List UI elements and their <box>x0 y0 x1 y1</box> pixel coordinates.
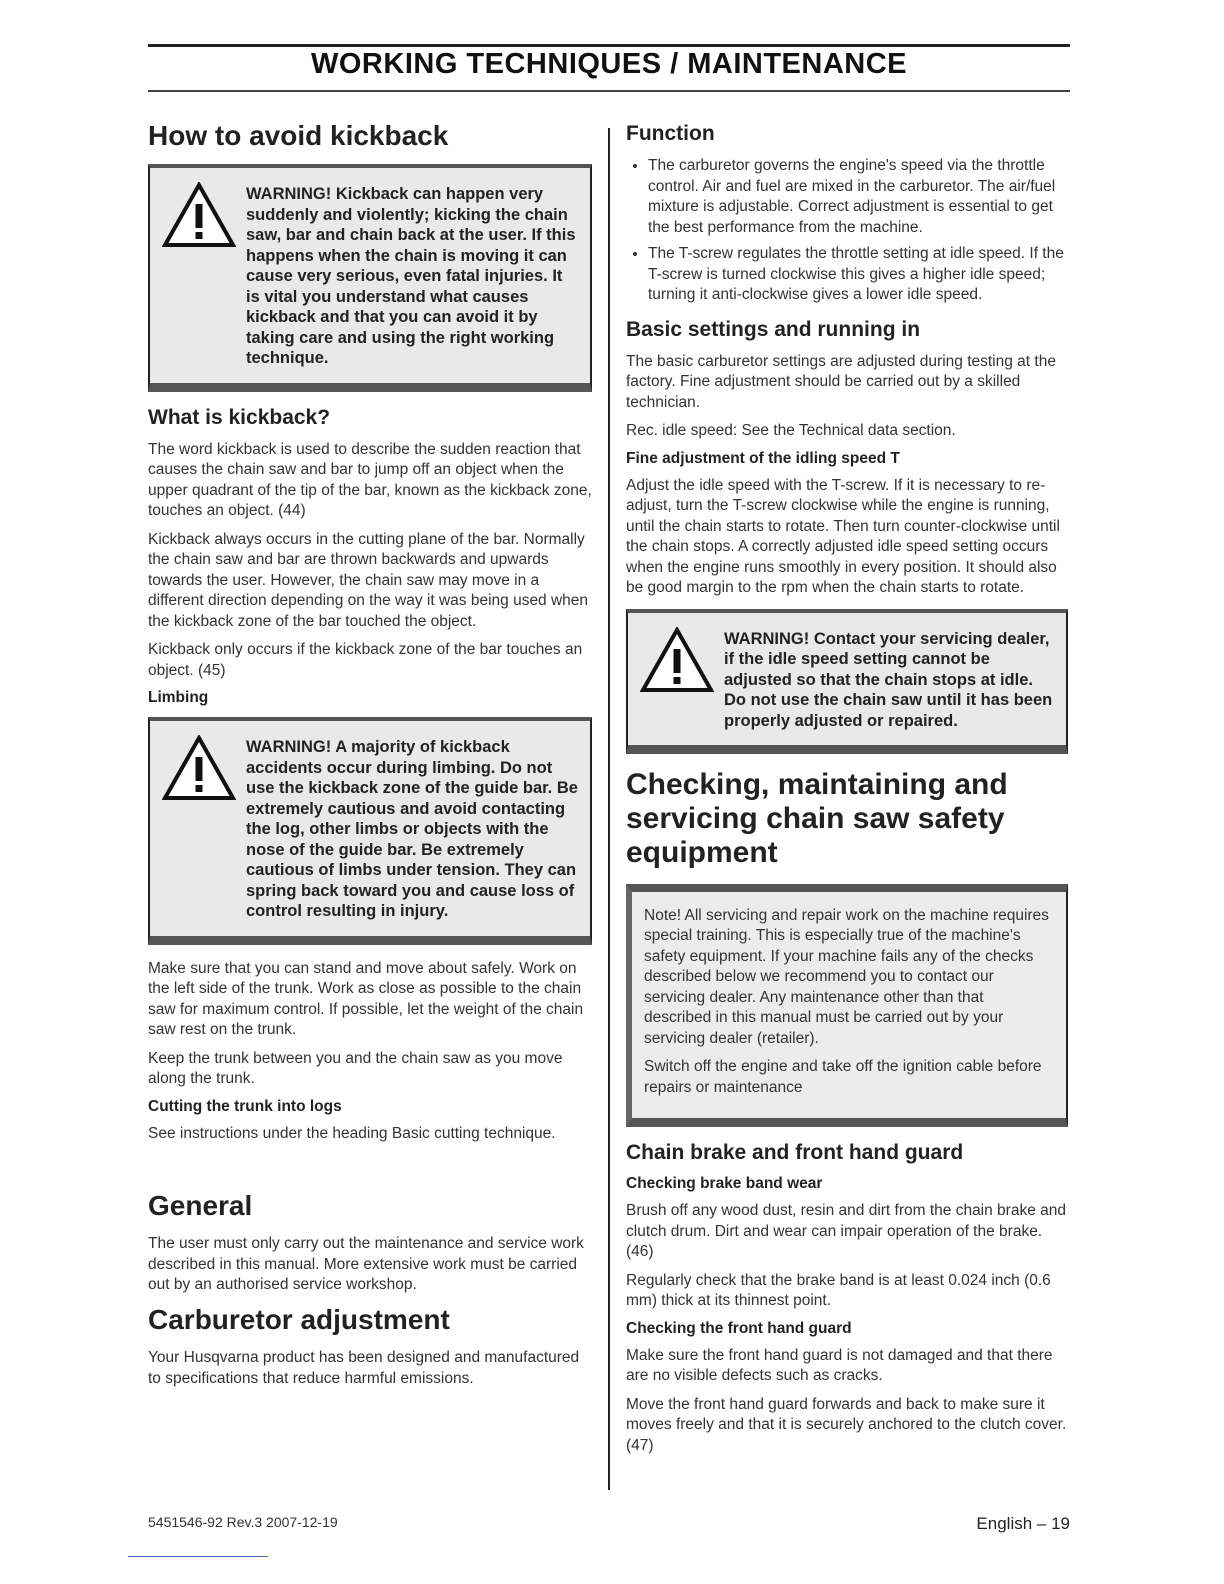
brake-band-paragraph-1: Brush off any wood dust, resin and dirt from the chain brake and clutch drum. Dirt and wear can impair operation of the brake. (46) <box>626 1202 1066 1261</box>
right-column <box>626 112 1068 1464</box>
what-is-kickback-heading: What is kickback? <box>148 405 331 429</box>
warning-text-limbing: WARNING! A majority of kickback accidents occur during limbing. Do not use the kickback zone of the guide bar. Be extremely cautious and avoid contacting the log, other limbs or objects with the nose of the guide bar. Be extremely cautious of limbs under tension. They can spring back toward you and cause loss of control resulting in injury. <box>246 738 578 921</box>
bottom-link-line <box>128 1556 268 1557</box>
general-paragraph: The user must only carry out the maintenance and service work described in this manual. More extensive work must be carried out by an authorised service workshop. <box>148 1235 584 1294</box>
kickback-heading: How to avoid kickback <box>148 120 449 151</box>
cutting-logs-heading: Cutting the trunk into logs <box>148 1097 342 1115</box>
warning-box-idle <box>626 609 1068 755</box>
what-paragraph-1: The word kickback is used to describe the sudden reaction that causes the chain saw and bar to jump off an object when the upper quadrant of the tip of the bar, known as the kickback zone, touches an object. (44) <box>148 440 592 520</box>
page-header-title: WORKING TECHNIQUES / MAINTENANCE <box>311 48 907 80</box>
hand-guard-paragraph-2: Move the front hand guard forwards and back to make sure it moves freely and that it is securely anchored to the clutch cover. (47) <box>626 1395 1067 1454</box>
note-paragraph-1: Note! All servicing and repair work on the machine requires special training. This is especially true of the machine's safety equipment. If your machine fails any of the checks described below we recommend you to contact our servicing dealer. Any maintenance other than that described in this manual must be carried out by your servicing dealer (retailer). <box>644 906 1049 1047</box>
header-rule-bottom <box>148 90 1070 92</box>
basic-settings-heading: Basic settings and running in <box>626 317 921 341</box>
note-paragraph-2: Switch off the engine and take off the ignition cable before repairs or maintenance <box>644 1058 1042 1096</box>
what-paragraph-2: Kickback always occurs in the cutting plane of the bar. Normally the chain saw and bar are thrown backwards and upwards towards the user. However, the chain saw may move in a different direction depending on the way it was being used when the kickback zone of the bar touched the object. <box>148 530 589 630</box>
warning-text-idle: WARNING! Contact your servicing dealer, if the idle speed setting cannot be adjusted so that the chain stops at idle. Do not use the chain saw until it has been properly adjusted or repaired. <box>724 629 1053 730</box>
function-item-1: • The carburetor governs the engine's speed via the throttle control. Air and fuel are mixed in the carburetor. The air/fuel mixture is adjustable. Correct adjustment is essential to get the best performance from the machine. <box>648 156 1068 238</box>
brake-band-paragraph-2: Regularly check that the brake band is at least 0.024 inch (0.6 mm) thick at its thinnest point. <box>626 1271 1051 1310</box>
column-divider <box>608 128 610 1490</box>
warning-triangle-icon <box>162 735 236 801</box>
limbing-paragraph-1: Make sure that you can stand and move about safely. Work on the left side of the trunk. Work as close as possible to the chain saw for maximum control. If possible, let the weight of the chain saw rest on the trunk. <box>148 959 584 1039</box>
warning-box-limbing <box>148 717 592 945</box>
carburetor-paragraph: Your Husqvarna product has been designed and manufactured to specifications that reduce harmful emissions. <box>148 1349 580 1387</box>
basic-paragraph-2: Rec. idle speed: See the Technical data section. <box>626 422 956 439</box>
function-list <box>626 156 1068 306</box>
footer-doc-id: 5451546-92 Rev.3 2007-12-19 <box>148 1514 338 1530</box>
function-heading: Function <box>626 122 715 145</box>
hand-guard-heading: Checking the front hand guard <box>626 1319 852 1337</box>
warning-text-kickback: WARNING! Kickback can happen very suddenly and violently; kicking the chain saw, bar and chain back at the user. If this happens when the chain is moving it can cause very serious, even fatal injuries. It is vital you understand what causes kickback and that you can avoid it by taking care and using the right working technique. <box>246 185 576 368</box>
fine-adjustment-heading: Fine adjustment of the idling speed T <box>626 449 900 467</box>
cutting-logs-paragraph: See instructions under the heading Basic cutting technique. <box>148 1124 556 1142</box>
hand-guard-paragraph-1: Make sure the front hand guard is not damaged and that there are no visible defects such as cracks. <box>626 1346 1053 1385</box>
general-heading: General <box>148 1190 253 1222</box>
left-column <box>148 112 592 1397</box>
what-paragraph-3: Kickback only occurs if the kickback zone of the bar touches an object. (45) <box>148 641 583 679</box>
warning-triangle-icon <box>640 627 714 693</box>
chain-brake-heading: Chain brake and front hand guard <box>626 1141 964 1165</box>
warning-box-kickback <box>148 164 592 392</box>
fine-adjustment-paragraph: Adjust the idle speed with the T-screw. If it is necessary to re-adjust, turn the T-screw clockwise while the engine is running, until the chain starts to rotate. Then turn counter-clockwise until the chain stops. A correctly adjusted idle speed setting occurs when the engine runs smoothly in every position. It should also be good margin to the rpm when the chain starts to rotate. <box>626 476 1060 596</box>
function-item-2: • The T-screw regulates the throttle setting at idle speed. If the T-screw is turned clockwise this gives a higher idle speed; turning it anti-clockwise gives a lower idle speed. <box>648 244 1068 306</box>
warning-triangle-icon <box>162 182 236 248</box>
limbing-paragraph-2: Keep the trunk between you and the chain saw as you move along the trunk. <box>148 1049 563 1088</box>
basic-paragraph-1: The basic carburetor settings are adjusted during testing at the factory. Fine adjustment should be carried out by a skilled technician. <box>626 352 1056 411</box>
footer-page-number: English – 19 <box>976 1514 1070 1533</box>
header-rule-top <box>148 44 1070 47</box>
brake-band-heading: Checking brake band wear <box>626 1175 823 1193</box>
checking-heading: Checking, maintaining and servicing chain saw safety equipment <box>626 768 1008 869</box>
carburetor-heading: Carburetor adjustment <box>148 1303 450 1335</box>
limbing-heading: Limbing <box>148 689 209 707</box>
note-box <box>626 884 1068 1128</box>
